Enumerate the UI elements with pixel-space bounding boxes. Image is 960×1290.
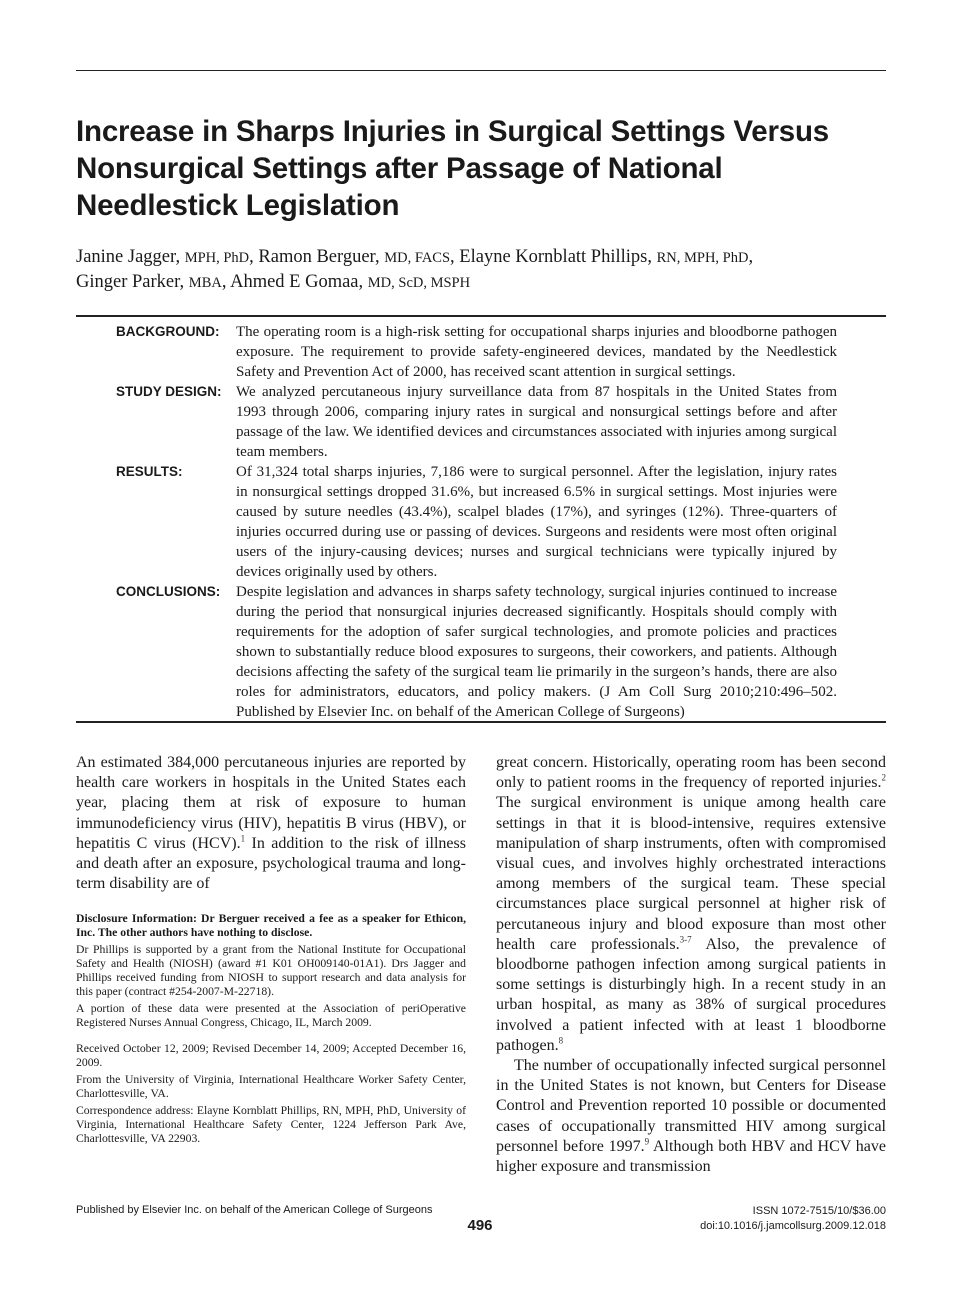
- doi-text: doi:10.1016/j.jamcollsurg.2009.12.018: [700, 1220, 886, 1232]
- reference-superscript[interactable]: 2: [881, 772, 886, 783]
- received-note: Received October 12, 2009; Revised December 14, 2009; Accepted December 16, 2009.: [76, 1042, 466, 1069]
- abstract-text: The operating room is a high-risk setting for occupational sharps injuries and bloodborne pathogen exposure. The requirement to provide safety-engineered devices, mandated by the Needlestick Safety and Prevention Act of 2000, has received scant attention in surgical settings.: [236, 324, 837, 380]
- reference-superscript[interactable]: 3-7: [679, 934, 692, 945]
- issn-text: ISSN 1072-7515/10/$36.00: [752, 1205, 886, 1217]
- body-text: The number of occupationally infected surgical personnel in the United States is not known, but Centers for Disease Control and Prevention reported 10 possible or documented cases of occupationally transmitted HIV among surgical personnel before 1997.: [496, 1057, 886, 1155]
- body-text: In addition to the risk of illness and death after an exposure, psychological trauma and long-term disability are of: [76, 834, 466, 893]
- author-name: Elayne Kornblatt Phillips: [459, 247, 648, 267]
- footnotes: [76, 912, 466, 1149]
- reference-superscript[interactable]: 9: [644, 1136, 650, 1147]
- reference-superscript[interactable]: 1: [240, 833, 246, 844]
- author-name: Ramon Berguer: [258, 247, 375, 267]
- abstract-text: Of 31,324 total sharps injuries, 7,186 were to surgical personnel. After the legislation, injury rates in nonsurgical settings dropped 31.6%, but increased 6.5% in surgical settings. Most injuries were caused by suture needles (43.4%), scalpel blades (17%), and syringes (12%). Three-quarters of injuries occurred during use or passing of devices. Surgeons and residents were most often original users of the injury-causing devices; nurses and surgical technicians were typically injured by devices originally used by others.: [236, 464, 837, 580]
- abstract-label: STUDY DESIGN:: [116, 384, 222, 399]
- author-name: Ginger Parker: [76, 272, 180, 292]
- abstract-text: We analyzed percutaneous injury surveillance data from 87 hospitals in the United States from 1993 through 2006, comparing injury rates in surgical and nonsurgical settings before and after passage of the law. We identified devices and circumstances associated with injuries among surgical team members.: [236, 384, 837, 460]
- body-text: The surgical environment is unique among health care settings in that it is blood-intensive, requires extensive manipulation of sharp instruments, often with compromised visual cues, and involves highly orchestrated interactions among members of the surgical team. These special circumstances place surgical personnel at higher risk of percutaneous injury and blood exposure than most other health care professionals.: [496, 794, 886, 953]
- author-credentials: MD, ScD, MSPH: [367, 275, 471, 291]
- body-text: Also, the prevalence of bloodborne pathogen infection among surgical patients in some settings is disturbingly high. In a recent study in an urban hospital, as many as 38% of surgical procedures involved a patient infected with at least 1 bloodborne pathogen.: [496, 935, 887, 1054]
- footer-publisher: Published by Elsevier Inc. on behalf of the American College of Surgeons: [76, 1204, 433, 1216]
- abstract-text: Despite legislation and advances in sharps safety technology, surgical injuries continued to increase during the period that nonsurgical injuries decreased significantly. Hospitals should comply with requirements for the adoption of safer surgical technologies, and promote policies and practices shown to substantially reduce blood exposures to surgeons, their coworkers, and patients. Although decisions affecting the safety of the surgical team lie primarily in the surgeon’s hands, there are also roles for administrators, educators, and policy makers. (J Am Coll Surg 2010;210:496–502. Published by Elsevier Inc. on behalf of the American College of Surgeons): [236, 584, 837, 720]
- abstract-label: BACKGROUND:: [116, 324, 220, 339]
- article-title: Increase in Sharps Injuries in Surgical Settings Versus Nonsurgical Settings after Passage of National Needlestick Legislation: [76, 115, 830, 222]
- abstract-label: RESULTS:: [116, 464, 183, 479]
- body-paragraph: [496, 1056, 886, 1177]
- body-text: An estimated 384,000 percutaneous injuries are reported by health care workers in hospitals in the United States each year, placing them at risk of exposure to human immunodeficiency virus (HIV), hepatitis B virus (HBV), or hepatitis C virus (HCV).: [76, 754, 466, 852]
- author-list: Janine Jagger, MPH, PhD, Ramon Berguer, MD, FACS, Elayne Kornblatt Phillips, RN, MPH, PhD, Ginger Parker, MBA, Ahmed E Gomaa, MD, ScD, MSPH: [76, 247, 754, 292]
- body-paragraph: [76, 753, 466, 894]
- affiliation-note: From the University of Virginia, International Healthcare Worker Safety Center, Charlottesville, VA.: [76, 1073, 466, 1100]
- body-left-column: [76, 753, 466, 894]
- support-note: Dr Phillips is supported by a grant from the National Institute for Occupational Safety and Health (NIOSH) (award #1 K01 OH009140-01A1). Drs Jagger and Phillips received funding from NIOSH to support research and data analysis for this paper (contract #254-2007-M-22718).: [76, 943, 466, 998]
- author-name: Ahmed E Gomaa: [230, 272, 359, 292]
- correspondence-note: Correspondence address: Elayne Kornblatt Phillips, RN, MPH, PhD, University of Virginia, International Healthcare Safety Center, 1224 Jefferson Park Ave, Charlottesville, VA 22903.: [76, 1104, 466, 1145]
- author-credentials: MPH, PhD: [184, 250, 250, 266]
- body-text: Although both HBV and HCV have higher exposure and transmission: [496, 1137, 887, 1176]
- author-credentials: MBA: [188, 275, 222, 291]
- author-name: Janine Jagger: [76, 247, 176, 267]
- author-credentials: MD, FACS: [384, 250, 451, 266]
- body-paragraph: [496, 753, 886, 1056]
- abstract-box: [76, 315, 886, 723]
- author-credentials: RN, MPH, PhD: [656, 250, 749, 266]
- disclosure-note: Disclosure Information: Dr Berguer received a fee as a speaker for Ethicon, Inc. The other authors have nothing to disclose.: [76, 912, 466, 939]
- footer-identifiers: [700, 1204, 886, 1234]
- page-number: 496: [467, 1217, 493, 1234]
- reference-superscript[interactable]: 8: [558, 1035, 564, 1046]
- abstract-label: CONCLUSIONS:: [116, 584, 221, 599]
- body-right-column: [496, 753, 886, 1177]
- presentation-note: A portion of these data were presented at the Association of periOperative Registered Nurses Annual Congress, Chicago, IL, March 2009.: [76, 1002, 466, 1029]
- top-rule: [76, 70, 886, 71]
- body-text: great concern. Historically, operating room has been second only to patient rooms in the frequency of reported injuries.: [496, 754, 886, 792]
